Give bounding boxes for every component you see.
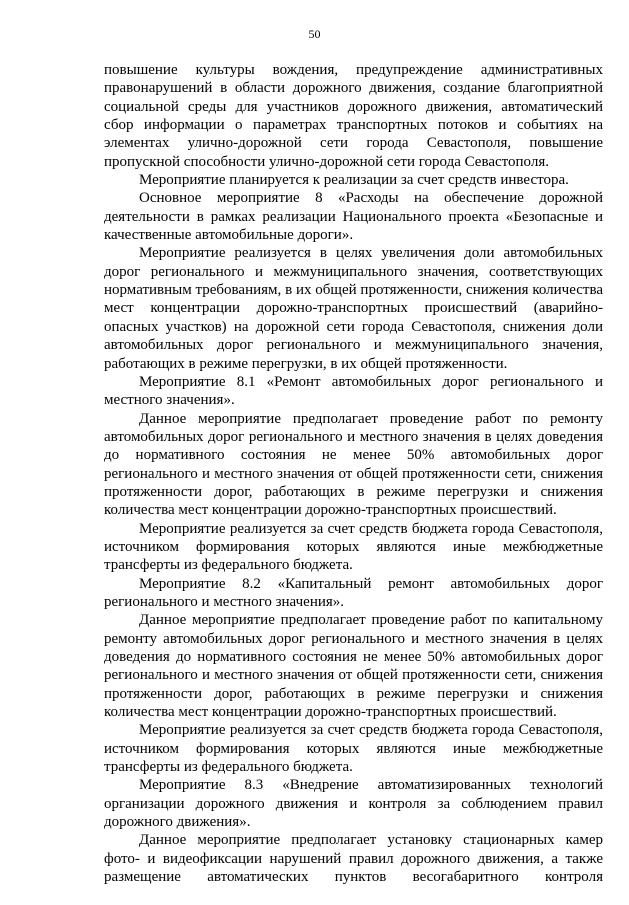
paragraph-4: Мероприятие реализуется в целях увеличения доли автомобильных дорог регионального и межмуниципального значения, соответствующих нормативным требованиям, в их общей протяженности, снижения количества мест концентрации дорожно-транспортных происшествий (аварийно-опасных участков) на дорожной сети города Севастополя, снижения доли автомобильных дорог регионального и межмуниципального значения, работающих в режиме перегрузки, в их общей протяженности. xyxy=(104,245,603,372)
paragraph-7: Мероприятие реализуется за счет средств бюджета города Севастополя, источником формирования которых являются иные межбюджетные трансферты из федерального бюджета. xyxy=(104,520,603,574)
paragraph-3: Основное мероприятие 8 «Расходы на обеспечение дорожной деятельности в рамках реализации Национального проекта «Безопасные и качественные автомобильные дороги». xyxy=(104,190,603,244)
paragraph-1: повышение культуры вождения, предупреждение административных правонарушений в области дорожного движения, создание благоприятной социальной среды для участников дорожного движения, автоматический сбор информации о параметрах транспортных потоков и событиях на элементах улично-дорожной сети города Севастополя, повышение пропускной способности улично-дорожной сети города Севастополя. xyxy=(104,62,603,170)
paragraph-2: Мероприятие планируется к реализации за счет средств инвестора. xyxy=(139,172,569,189)
body-text xyxy=(104,61,603,886)
paragraph-5: Мероприятие 8.1 «Ремонт автомобильных дорог регионального и местного значения». xyxy=(104,373,603,409)
paragraph-11: Мероприятие 8.3 «Внедрение автоматизированных технологий организации дорожного движения и контроля за соблюдением правил дорожного движения». xyxy=(104,777,603,831)
paragraph-6: Данное мероприятие предполагает проведение работ по ремонту автомобильных дорог регионального и местного значения в целях доведения до нормативного состояния не менее 50% автомобильных дорог регионального и местного значения от общей протяженности сети, снижения протяженности дорог, работающих в режиме перегрузки и снижения количества мест концентрации дорожно-транспортных происшествий. xyxy=(104,410,603,519)
page-number: 50 xyxy=(308,27,321,41)
paragraph-12: Данное мероприятие предполагает установку стационарных камер фото- и видеофиксации нарушений правил дорожного движения, а также размещение автоматических пунктов весогабаритного контроля xyxy=(104,832,603,886)
paragraph-9: Данное мероприятие предполагает проведение работ по капитальному ремонту автомобильных дорог регионального и местного значения в целях доведения до нормативного состояния не менее 50% автомобильных дорог регионального и местного значения от общей протяженности сети, снижения протяженности дорог, работающих в режиме перегрузки и снижения количества мест концентрации дорожно-транспортных происшествий. xyxy=(104,612,603,721)
paragraph-8: Мероприятие 8.2 «Капитальный ремонт автомобильных дорог регионального и местного значения». xyxy=(104,575,603,610)
paragraph-10: Мероприятие реализуется за счет средств бюджета города Севастополя, источником формирования которых являются иные межбюджетные трансферты из федерального бюджета. xyxy=(104,722,603,776)
